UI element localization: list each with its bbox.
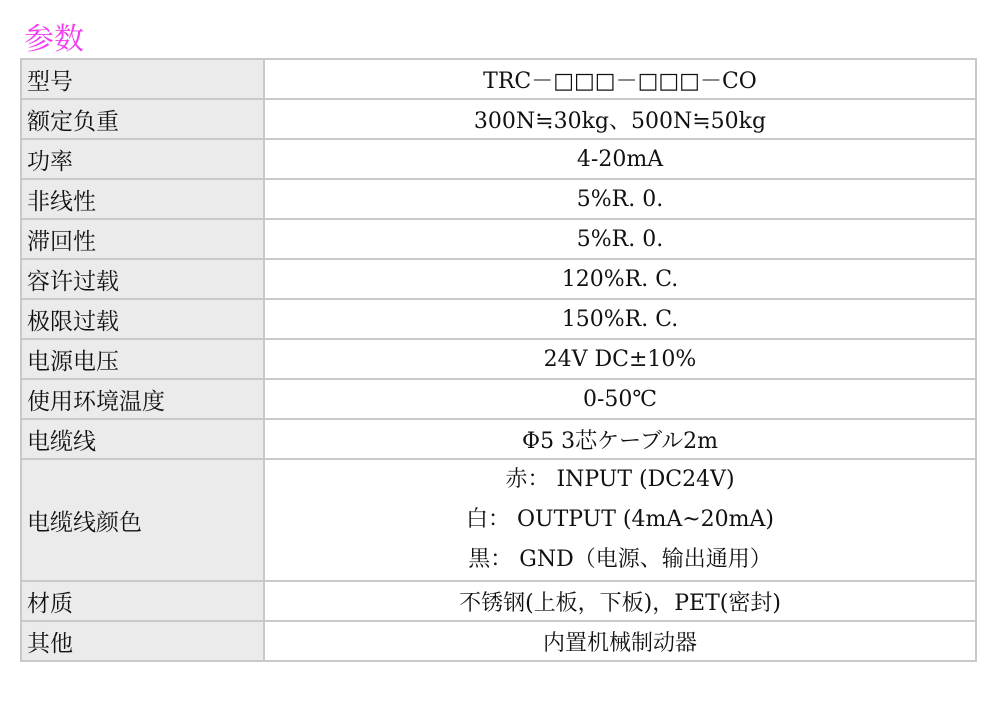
table-row [21, 219, 976, 259]
row-value-rated-load: 300N≒30kg、500N≒50kg [264, 99, 976, 139]
row-value-material: 不锈钢(上板，下板)，PET(密封) [264, 581, 976, 621]
row-label-operating-temperature: 使用环境温度 [21, 379, 264, 419]
table-row [21, 379, 976, 419]
table-row [21, 621, 976, 661]
table-row [21, 59, 976, 99]
cable-color-black-line: 黒： GND（电源、输出通用） [468, 547, 772, 572]
row-value-cable: Φ5 3芯ケーブル2m [264, 419, 976, 459]
row-label-supply-voltage: 电源电压 [21, 339, 264, 379]
row-value-nonlinearity: 5%R. 0. [264, 179, 976, 219]
row-label-allowable-overload: 容许过载 [21, 259, 264, 299]
row-label-rated-load: 额定负重 [21, 99, 264, 139]
row-value-supply-voltage: 24V DC±10% [264, 339, 976, 379]
table-row [21, 581, 976, 621]
row-label-other: 其他 [21, 621, 264, 661]
row-value-ultimate-overload: 150%R. C. [264, 299, 976, 339]
table-row [21, 339, 976, 379]
row-value-operating-temperature: 0-50℃ [264, 379, 976, 419]
table-row [21, 459, 976, 581]
row-value-other: 内置机械制动器 [264, 621, 976, 661]
table-row [21, 299, 976, 339]
table-row [21, 139, 976, 179]
row-value-power: 4-20mA [264, 139, 976, 179]
row-label-nonlinearity: 非线性 [21, 179, 264, 219]
row-label-material: 材质 [21, 581, 264, 621]
row-label-model: 型号 [21, 59, 264, 99]
table-row [21, 99, 976, 139]
row-label-cable: 电缆线 [21, 419, 264, 459]
row-label-cable-colors: 电缆线颜色 [21, 459, 264, 581]
row-value-hysteresis: 5%R. 0. [264, 219, 976, 259]
row-value-model: TRC－□□□－□□□－CO [264, 59, 976, 99]
row-label-hysteresis: 滞回性 [21, 219, 264, 259]
cable-color-white-line: 白： OUTPUT (4mA~20mA) [466, 507, 774, 532]
row-label-power: 功率 [21, 139, 264, 179]
cable-color-red-line: 赤： INPUT (DC24V) [505, 467, 735, 492]
table-row [21, 179, 976, 219]
row-value-cable-colors [264, 459, 976, 581]
spec-table [20, 58, 977, 662]
section-title: 参数 [24, 22, 84, 57]
table-row [21, 259, 976, 299]
row-label-ultimate-overload: 极限过载 [21, 299, 264, 339]
row-value-allowable-overload: 120%R. C. [264, 259, 976, 299]
table-row [21, 419, 976, 459]
